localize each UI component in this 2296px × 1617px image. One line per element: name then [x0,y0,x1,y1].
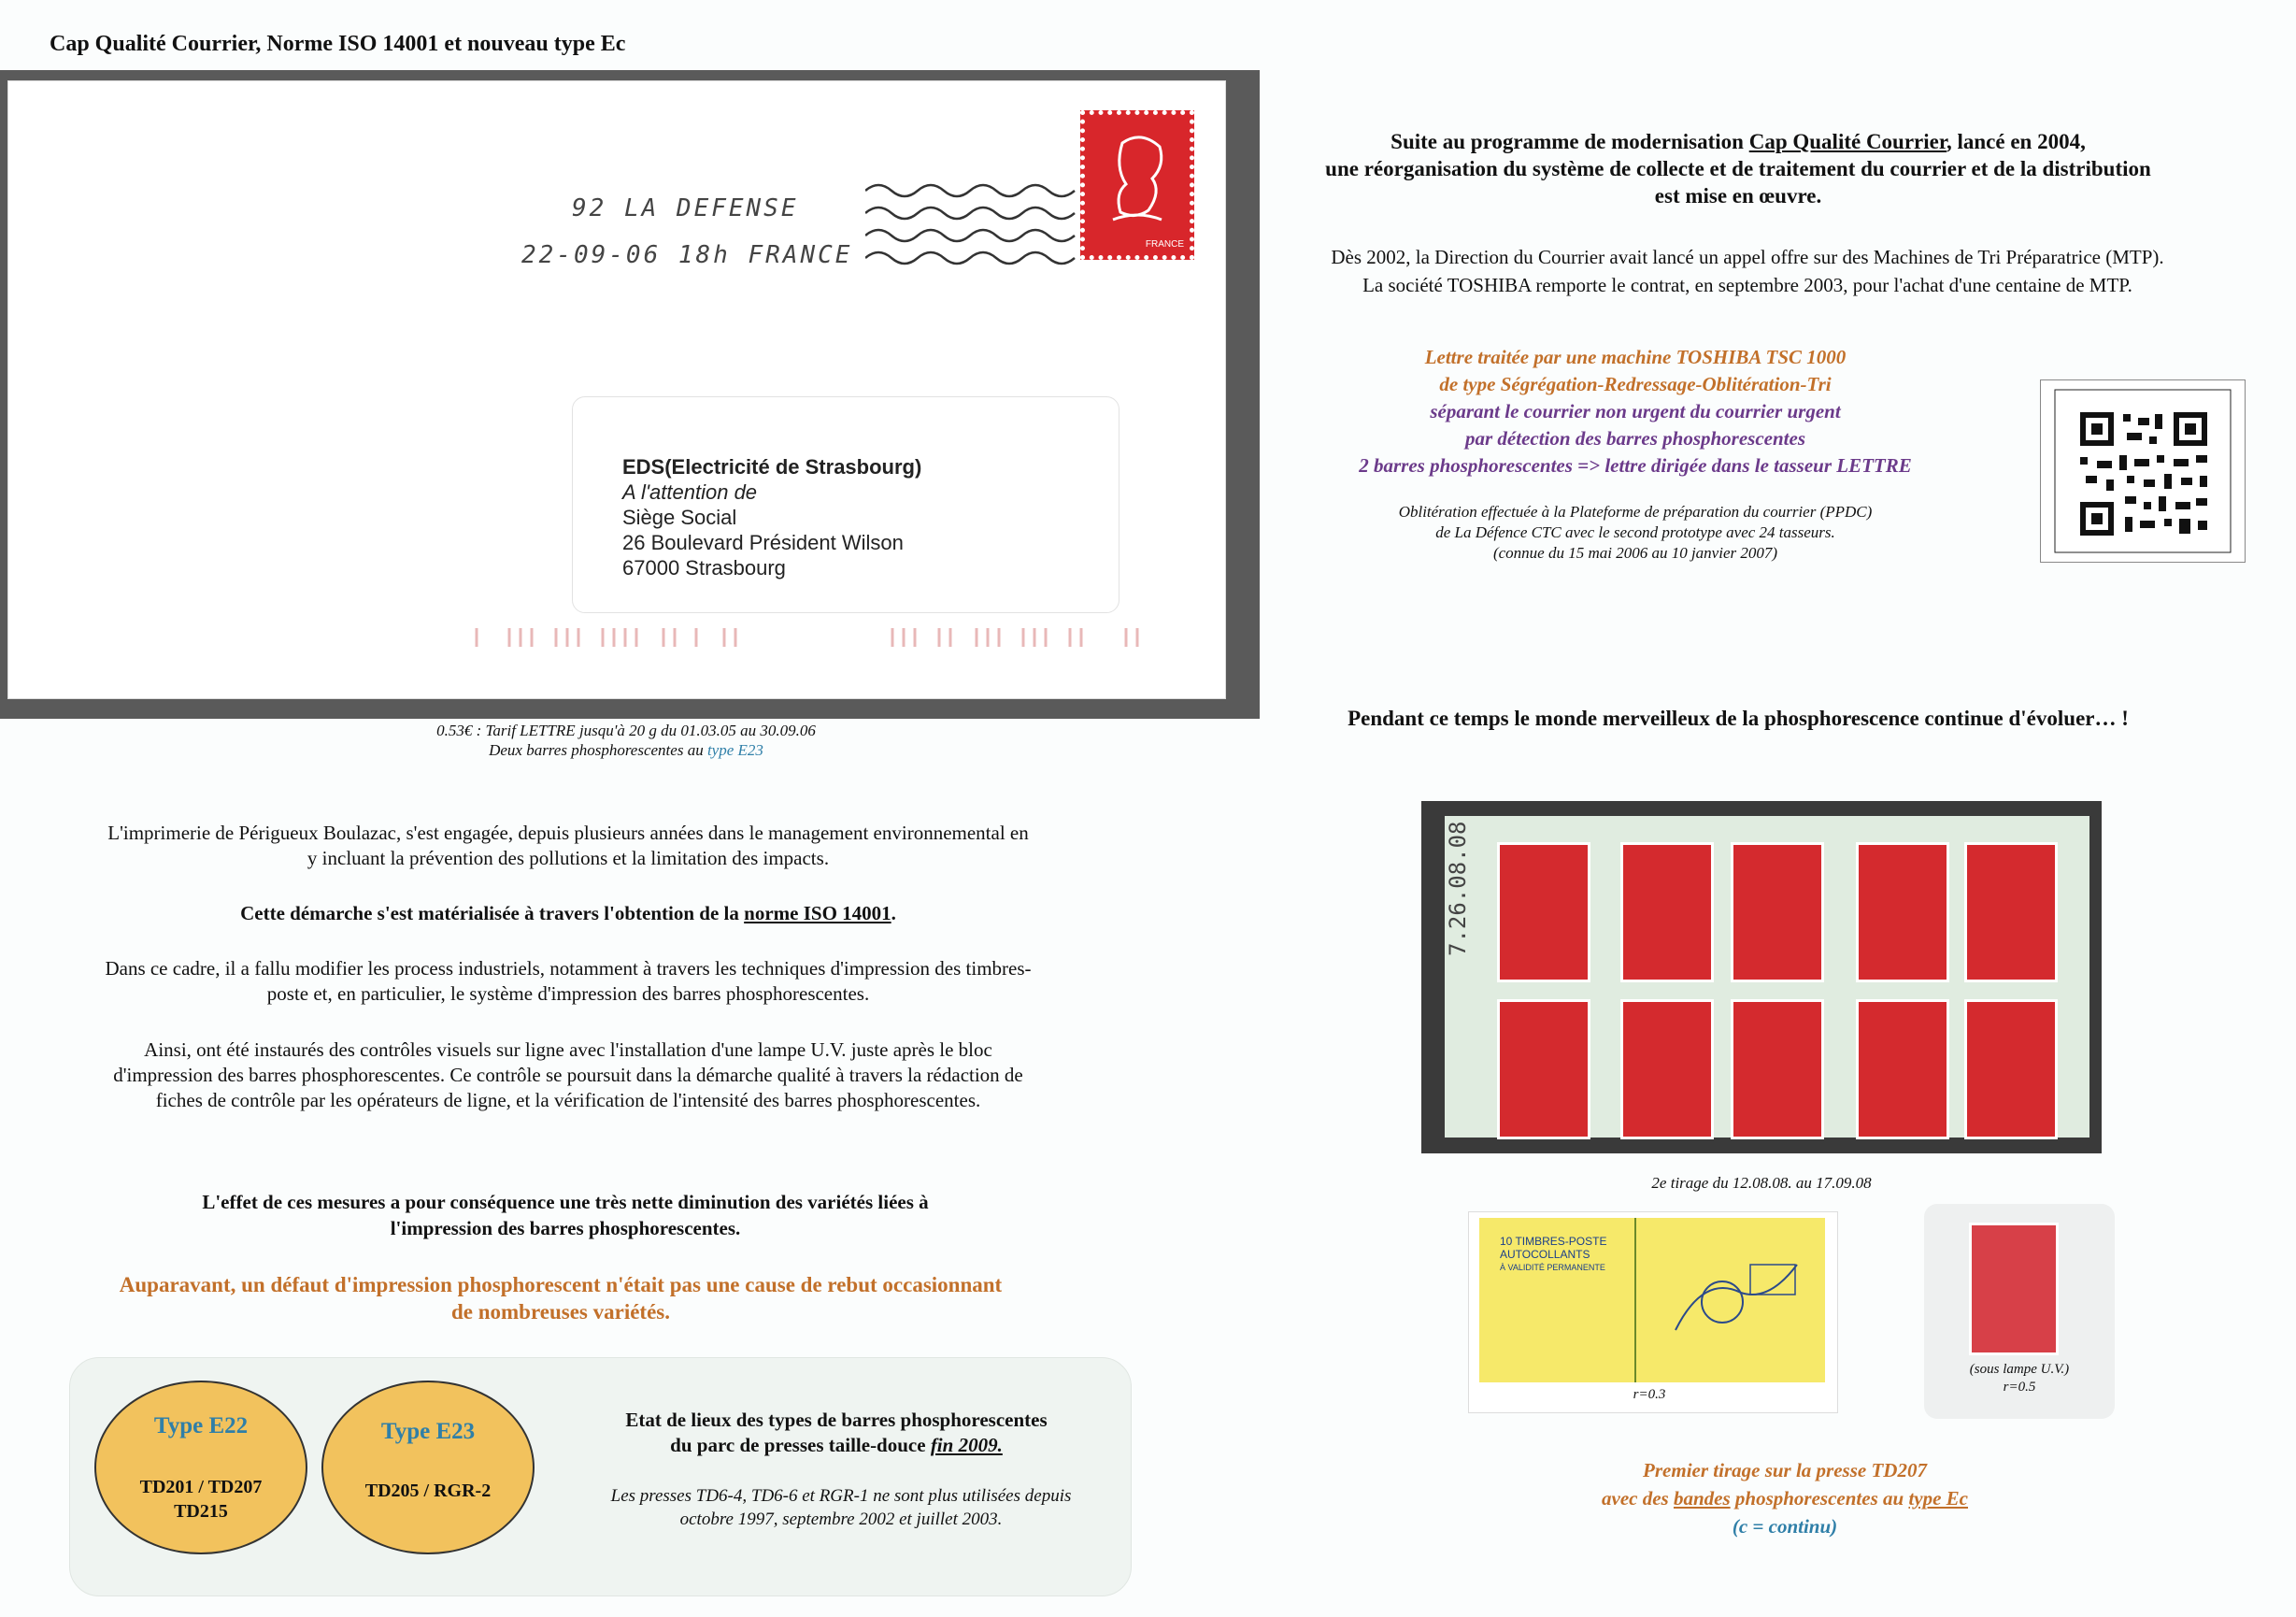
tsc-line2: de type Ségrégation-Redressage-Oblitération-Tri [1439,373,1832,395]
postmark-line1: 92 LA DEFENSE [572,194,799,222]
beaujard-stamp [1731,999,1824,1139]
address-line3: 26 Boulevard Président Wilson [622,531,904,554]
phosphorescence-heading: Pendant ce temps le monde merveilleux de la phosphorescence continue d'évoluer… ! [1348,707,2129,730]
type-e22-line1: TD201 / TD207 [139,1477,263,1497]
intro-line2: une réorganisation du système de collecte et de traitement du courrier et de la distribution [1325,157,2151,180]
beaujard-stamp [1731,842,1824,982]
type-e23-line1: TD205 / RGR-2 [364,1481,492,1501]
first-tirage-line2-c: phosphorescentes au [1730,1487,1909,1510]
beaujard-stamp [1964,842,2058,982]
tsc-line3: séparant le courrier non urgent du courrier urgent [1430,400,1841,422]
beaujard-stamp [1497,999,1590,1139]
para-auparavant: Auparavant, un défaut d'impression phosphorescent n'était pas une cause de rebut occasionnant de nombreuses variétés. [119,1273,1003,1324]
type-e22-line2: TD215 [174,1501,228,1522]
intro-line3: est mise en œuvre. [1654,184,1822,207]
cap-qualite-link[interactable]: Cap Qualité Courrier [1748,130,1947,153]
tsc-line4: par détection des barres phosphorescentes [1465,427,1805,450]
qr-code[interactable] [2040,379,2246,563]
mtp-line1: Dès 2002, la Direction du Courrier avait lancé un appel offre sur des Machines de Tri Préparatrice (MTP). [1331,246,2164,268]
obl-line1: Oblitération effectuée à la Plateforme de préparation du courrier (PPDC) [1398,503,1873,521]
strip-date: 7.26.08.08 [1445,821,1471,956]
stamp-strip [1445,816,2089,1138]
beaujard-stamp [1856,999,1949,1139]
para-process: Dans ce cadre, il a fallu modifier les process industriels, notamment à travers les techniques d'impression des timbres-poste et, en particulier, le système d'impression des barres phosphorescentes. [105,957,1032,1005]
booklet-cover [1479,1218,1825,1382]
para-imprimerie: L'imprimerie de Périgueux Boulazac, s'est engagée, depuis plusieurs années dans le management environnemental en y incluant la prévention des pollutions et la limitation des impacts. [107,822,1029,869]
type-e23-link[interactable]: type E23 [706,741,763,759]
barcode-marks [472,624,1145,651]
booklet-fold [1634,1218,1636,1382]
booklet-r-value: r=0.3 [1633,1387,1666,1402]
para-controle: Ainsi, ont été instaurés des contrôles visuels sur ligne avec l'installation d'une lampe U.V. juste après le bloc d'impression des barres phosphorescentes. Ce contrôle se poursuit dans la démarche qualité à travers la rédaction de fiches de contrôle par les opérateurs de ligne, et la vérification de l'intensité des barres phosphorescentes. [113,1038,1023,1111]
tsc-line5: 2 barres phosphorescentes => lettre dirigée dans le tasseur LETTRE [1359,454,1912,477]
mtp-line2: La société TOSHIBA remporte le contrat, en septembre 2003, pour l'achat d'une centaine de MTP. [1362,274,2132,296]
obl-line3: (connue du 15 mai 2006 au 10 janvier 2007) [1492,544,1778,562]
type-e23-title: Type E23 [380,1419,476,1444]
panel-heading1: Etat de lieux des types de barres phosphorescentes [625,1409,1048,1431]
address-name: EDS(Electricité de Strasbourg) [622,455,922,479]
para-demarche: Cette démarche s'est matérialisée à travers l'obtention de la [240,902,745,924]
envelope-stamp [1080,110,1194,260]
panel-heading2: du parc de presses taille-douce [670,1434,931,1456]
postmark-line2: 22-09-06 18h FRANCE [521,241,853,269]
stamp-country: FRANCE [1145,239,1184,250]
address-line2: Siège Social [622,506,737,529]
type-ec-link[interactable]: type Ec [1908,1487,1968,1510]
postmark-wave-lines [865,179,1080,282]
beaujard-stamp [1964,999,2058,1139]
panel-note: Les presses TD6-4, TD6-6 et RGR-1 ne sont plus utilisées depuis octobre 1997, septembre 2002 et juillet 2003. [610,1486,1072,1529]
uv-label: (sous lampe U.V.) [1969,1362,2070,1377]
beaujard-stamp [1497,842,1590,982]
first-tirage-line1: Premier tirage sur la presse TD207 [1643,1459,1927,1481]
intro-line1-suffix: , lancé en 2004, [1946,130,2086,153]
booklet-title: 10 TIMBRES-POSTE AUTOCOLLANTS [1500,1235,1607,1261]
booklet-illustration-icon [1666,1246,1806,1358]
beaujard-stamp [1620,842,1714,982]
beaujard-stamp [1856,842,1949,982]
uv-stamp [1969,1223,2059,1355]
para-effet: L'effet de ces mesures a pour conséquence une très nette diminution des variétés liées à l'impression des barres phosphorescentes. [202,1191,929,1239]
booklet-subtitle: À VALIDITÉ PERMANENTE [1500,1263,1605,1272]
para-demarche-suffix: . [891,902,896,924]
envelope-caption-line2: Deux barres phosphorescentes au [489,741,707,759]
bandes-link[interactable]: bandes [1673,1487,1731,1510]
page-title: Cap Qualité Courrier, Norme ISO 14001 et nouveau type Ec [50,32,626,56]
type-e23-ellipse [321,1381,535,1554]
type-e22-ellipse [94,1381,307,1554]
iso-14001-link[interactable]: norme ISO 14001 [744,902,891,924]
uv-r-value: r=0.5 [2003,1380,2036,1395]
marianne-icon [1085,115,1190,255]
type-e22-title: Type E22 [153,1413,249,1438]
intro-line1: Suite au programme de modernisation [1390,130,1749,153]
obl-line2: de La Défence CTC avec le second prototype avec 24 tasseurs. [1435,523,1835,541]
fin-2009-link[interactable]: fin 2009. [930,1434,1003,1456]
address-line1: A l'attention de [622,480,758,504]
first-tirage-line2-a: avec des [1602,1487,1674,1510]
envelope-caption-line1: 0.53€ : Tarif LETTRE jusqu'à 20 g du 01.03.05 au 30.09.06 [436,722,816,739]
address-line4: 67000 Strasbourg [622,556,786,580]
first-tirage-line3: (c = continu) [1732,1515,1838,1538]
beaujard-stamp [1620,999,1714,1139]
qr-code-icon [2041,380,2245,562]
tsc-line1: Lettre traitée par une machine TOSHIBA TSC 1000 [1424,346,1847,368]
strip-caption: 2e tirage du 12.08.08. au 17.09.08 [1651,1174,1872,1192]
